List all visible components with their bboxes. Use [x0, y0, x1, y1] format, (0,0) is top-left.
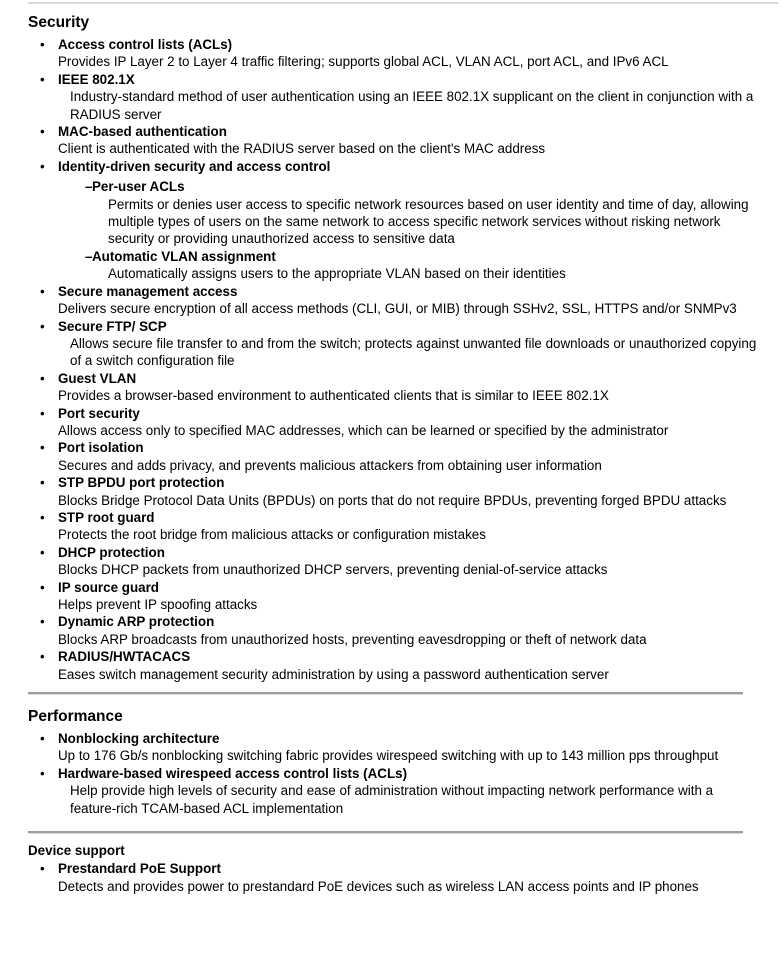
feature-head	[28, 439, 758, 456]
bullet-icon: •	[40, 765, 45, 781]
feature-name: Access control lists (ACLs)	[58, 37, 233, 52]
feature-name: RADIUS/HWTACACS	[58, 649, 191, 665]
bullet-icon: •	[40, 544, 45, 560]
feature-description: Industry-standard method of user authentication using an IEEE 802.1X supplicant on the client in conjunction with a RADIUS server	[70, 89, 754, 122]
feature-description: Allows secure file transfer to and from the switch; protects against unwanted file downloads or unauthorized copying of a switch configuration file	[70, 335, 757, 369]
bullet-icon: •	[40, 475, 45, 491]
bullet-icon: •	[40, 649, 45, 665]
section-heading: Security	[28, 14, 90, 31]
feature-head	[28, 474, 758, 491]
bullet-icon: •	[40, 509, 45, 525]
feature-name: Nonblocking architecture	[58, 731, 220, 747]
bullet-icon: •	[40, 405, 45, 421]
bullet-icon: •	[40, 614, 45, 630]
feature-description: Blocks DHCP packets from unauthorized DHCP servers, preventing denial-of-service attacks	[58, 562, 608, 578]
feature-description: Protects the root bridge from malicious attacks or configuration mistakes	[58, 527, 486, 543]
feature-description: Help provide high levels of security and ease of administration without impacting network performance with a feature-rich TCAM-based ACL implementation	[70, 783, 714, 816]
top-border-line	[28, 2, 778, 4]
feature-description: Up to 176 Gb/s nonblocking switching fabric provides wirespeed switching with up to 143 million pps throughput	[58, 748, 719, 764]
feature-name: Hardware-based wirespeed access control lists (ACLs)	[58, 765, 408, 781]
bullet-icon: •	[40, 318, 45, 334]
feature-name: DHCP protection	[58, 544, 165, 560]
sub-feature-head	[28, 178, 758, 195]
feature-head	[28, 765, 758, 782]
feature-description: Provides IP Layer 2 to Layer 4 traffic filtering; supports global ACL, VLAN ACL, port ACL, and IPv6 ACL	[58, 54, 669, 70]
feature-description: Client is authenticated with the RADIUS server based on the client's MAC address	[58, 141, 546, 157]
feature-item	[28, 36, 758, 71]
section-divider	[28, 831, 743, 834]
feature-name: Guest VLAN	[58, 370, 137, 386]
feature-item	[28, 283, 758, 318]
sub-feature-description: Automatically assigns users to the appropriate VLAN based on their identities	[108, 266, 566, 282]
feature-description: Detects and provides power to prestandard PoE devices such as wireless LAN access points and IP phones	[58, 878, 699, 894]
feature-name: Prestandard PoE Support	[58, 861, 221, 877]
bullet-icon: •	[40, 579, 45, 595]
feature-name: STP root guard	[58, 509, 155, 525]
sub-feature-name: Automatic VLAN assignment	[92, 248, 276, 264]
feature-item	[28, 648, 758, 683]
feature-name: IP source guard	[58, 579, 159, 595]
feature-name: Port security	[58, 405, 140, 421]
feature-description: Blocks ARP broadcasts from unauthorized hosts, preventing eavesdropping or theft of network data	[58, 631, 647, 647]
sub-feature-item	[28, 248, 758, 283]
sub-feature-description: Permits or denies user access to specific network resources based on user identity and time of day, allowing multiple types of users on the same network to access specific network services without risking network security or providing unauthorized access to sensitive data	[108, 196, 749, 247]
feature-name: Dynamic ARP protection	[58, 614, 215, 630]
feature-item	[28, 860, 758, 895]
feature-item	[28, 123, 758, 158]
section-divider	[28, 692, 743, 695]
feature-item	[28, 474, 758, 509]
feature-item	[28, 765, 758, 817]
feature-head	[28, 730, 758, 747]
feature-name: MAC-based authentication	[58, 124, 227, 140]
feature-description: Allows access only to specified MAC addresses, which can be learned or specified by the administrator	[58, 422, 669, 438]
feature-head	[28, 283, 758, 300]
feature-item	[28, 544, 758, 579]
dash-icon: –	[85, 248, 93, 264]
bullet-icon: •	[40, 731, 45, 747]
section-security	[28, 13, 758, 683]
feature-description: Provides a browser-based environment to authenticated clients that is similar to IEEE 802.1X	[58, 388, 609, 404]
feature-head	[28, 579, 758, 596]
feature-name: Secure management access	[58, 283, 238, 299]
sub-feature-list	[28, 178, 758, 282]
feature-head	[28, 544, 758, 561]
section-heading: Performance	[28, 708, 123, 726]
bullet-icon: •	[40, 158, 45, 174]
feature-head	[28, 509, 758, 526]
feature-item	[28, 509, 758, 544]
feature-name: Secure FTP/ SCP	[58, 318, 167, 334]
bullet-icon: •	[40, 440, 45, 456]
feature-item	[28, 158, 758, 283]
bullet-icon: •	[40, 283, 45, 299]
feature-name: STP BPDU port protection	[58, 475, 225, 491]
feature-head	[28, 405, 758, 422]
bullet-icon: •	[40, 124, 45, 140]
bullet-icon: •	[40, 37, 45, 52]
feature-head	[28, 318, 758, 335]
dash-icon: –	[85, 179, 93, 195]
feature-description: Helps prevent IP spoofing attacks	[58, 597, 258, 612]
feature-head	[28, 158, 758, 175]
section-performance	[28, 707, 758, 817]
feature-head	[28, 36, 758, 53]
feature-description: Eases switch management security administration by using a password authentication server	[58, 666, 609, 682]
feature-head	[28, 860, 758, 877]
feature-item	[28, 405, 758, 440]
feature-description: Blocks Bridge Protocol Data Units (BPDUs) on ports that do not require BPDUs, preventing forged BPDU attacks	[58, 492, 727, 508]
sub-feature-name: Per-user ACLs	[92, 179, 185, 195]
bullet-icon: •	[40, 861, 45, 877]
feature-item	[28, 439, 758, 474]
bullet-icon: •	[40, 370, 45, 386]
bullet-icon: •	[40, 71, 45, 87]
feature-item	[28, 370, 758, 405]
feature-head	[28, 123, 758, 140]
feature-name: Identity-driven security and access control	[58, 158, 331, 174]
feature-head	[28, 71, 758, 88]
feature-description: Delivers secure encryption of all access methods (CLI, GUI, or MIB) through SSHv2, SSL, HTTPS and/or SNMPv3	[58, 301, 737, 317]
feature-head	[28, 370, 758, 387]
feature-item	[28, 730, 758, 765]
section-device-support	[28, 842, 758, 895]
feature-item	[28, 71, 758, 123]
sub-feature-head	[28, 248, 758, 265]
feature-description: Secures and adds privacy, and prevents malicious attackers from obtaining user information	[58, 457, 602, 473]
section-heading: Device support	[28, 843, 125, 859]
feature-head	[28, 648, 758, 665]
feature-item	[28, 318, 758, 370]
feature-name: IEEE 802.1X	[58, 71, 135, 87]
sub-feature-item	[28, 178, 758, 248]
feature-item	[28, 579, 758, 614]
feature-name: Port isolation	[58, 440, 144, 456]
feature-head	[28, 613, 758, 630]
feature-item	[28, 613, 758, 648]
